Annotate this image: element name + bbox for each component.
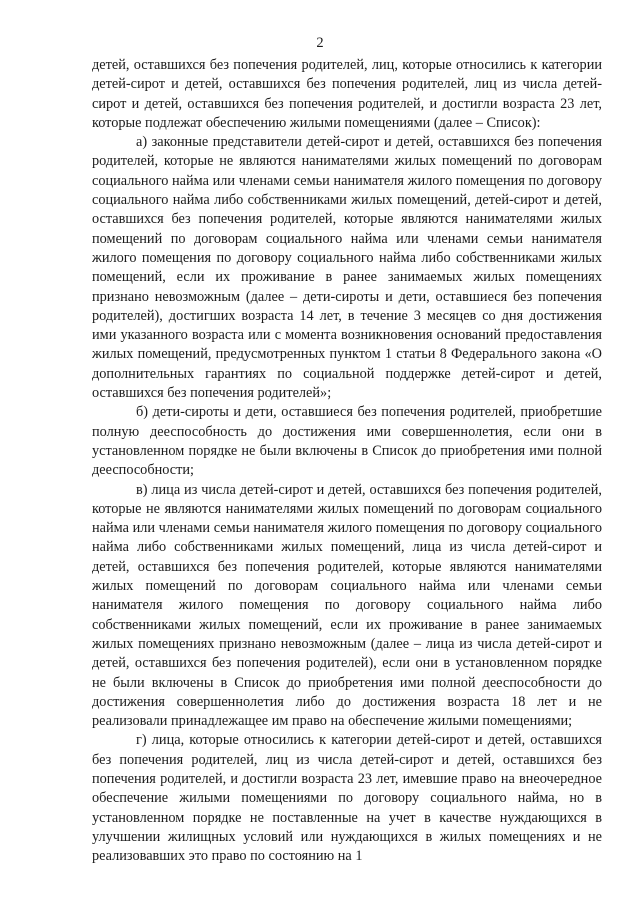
document-body — [92, 56, 602, 866]
paragraph-item-g: г) лица, которые относились к категории детей-сирот и детей, оставшихся без попечения родителей, лиц из числа детей-сирот и детей, оставшихся без попечения родителей, и достигли возраста 23 лет, имевшие право на внеочередное обеспечение жилыми помещениями по договору социального найма, но в установленном порядке не поставленные на учет в качестве нуждающихся в улучшении жилищных условий или нуждающихся в жилых помещениях и не реализовавших это право по состоянию на 1 — [92, 732, 602, 865]
page-number: 2 — [316, 35, 324, 51]
paragraph-item-b: б) дети-сироты и дети, оставшиеся без попечения родителей, приобретшие полную дееспособность до достижения ими совершеннолетия, если они в установленном порядке не были включены в Список до приобретения ими полной дееспособности; — [92, 404, 602, 479]
paragraph-item-v: в) лица из числа детей-сирот и детей, оставшихся без попечения родителей, которые не являются нанимателями жилых помещений по договорам социального найма или членами семьи нанимателя жилого помещения по договору социального найма либо собственниками жилых помещений, лица из числа детей-сирот и детей, оставшихся без попечения родителей, которые являются нанимателями жилых помещений по договорам социального найма или членами семьи нанимателя жилого помещения по договору социального найма либо собственниками жилых помещений, если их проживание в ранее занимаемых жилых помещениях признано невозможным (далее – лица из числа детей-сирот и детей, оставшихся без попечения родителей), если они в установленном порядке не были включены в Список до приобретения ими полной дееспособности до достижения совершеннолетия либо до достижения возраста 18 лет и не реализовали принадлежащее им право на обеспечение жилыми помещениями; — [92, 481, 602, 730]
intro-paragraph: детей, оставшихся без попечения родителей, лиц, которые относились к категории детей-сирот и детей, оставшихся без попечения родителей, лиц из числа детей-сирот и детей, оставшихся без попечения родителей, и достигли возраста 23 лет, которые подлежат обеспечению жилыми помещениями (далее – Список): — [92, 57, 602, 131]
paragraph-item-a: а) законные представители детей-сирот и детей, оставшихся без попечения родителей, которые не являются нанимателями жилых помещений по договорам социального найма или членами семьи нанимателя жилого помещения по договору социального найма либо собственниками жилых помещений, детей-сирот и детей, оставшихся без попечения родителей, которые являются нанимателями жилых помещений по договорам социального найма или членами семьи нанимателя жилого помещения по договору социального найма либо собственниками жилых помещений, если их проживание в ранее занимаемых жилых помещениях признано невозможным (далее – дети-сироты и дети, оставшиеся без попечения родителей), достигших возраста 14 лет, в течение 3 месяцев со дня достижения ими указанного возраста или с момента возникновения оснований предоставления жилых помещений, предусмотренных пунктом 1 статьи 8 Федерального закона «О дополнительных гарантиях по социальной поддержке детей-сирот и детей, оставшихся без попечения родителей»; — [92, 134, 602, 402]
